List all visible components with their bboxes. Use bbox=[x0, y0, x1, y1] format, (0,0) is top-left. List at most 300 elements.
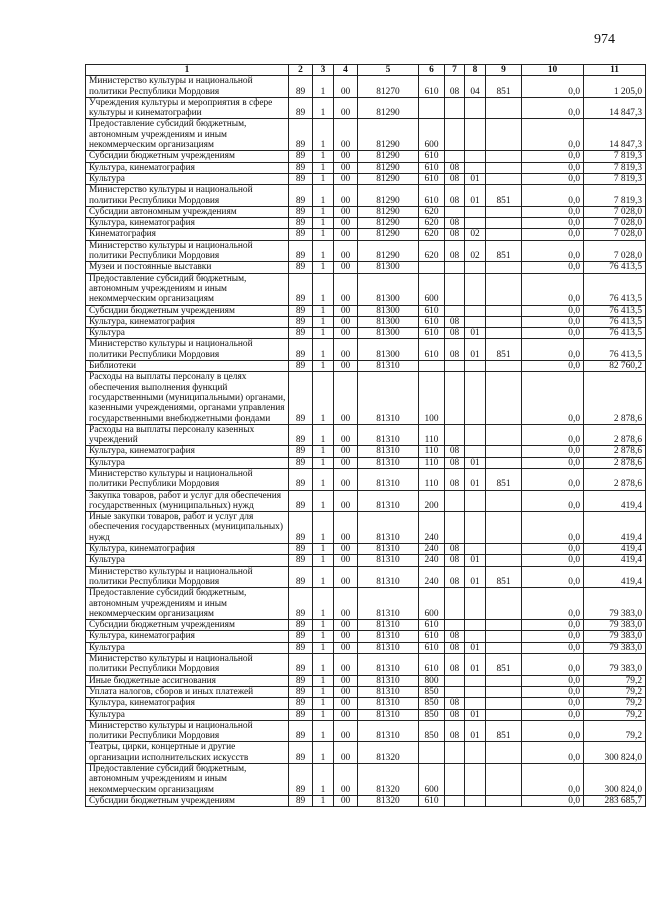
cell-subprogram: 1 bbox=[313, 620, 334, 631]
cell-section: 08 bbox=[445, 654, 465, 676]
cell-target-article: 81290 bbox=[358, 218, 419, 229]
cell-col10-amount: 0,0 bbox=[522, 698, 584, 709]
page-number: 974 bbox=[594, 32, 615, 47]
cell-section bbox=[445, 273, 465, 305]
cell-col10-amount: 0,0 bbox=[522, 675, 584, 686]
table-row bbox=[86, 620, 646, 631]
cell-name: Культура, кинематография bbox=[86, 544, 289, 555]
cell-col11-amount: 82 760,2 bbox=[584, 361, 646, 372]
cell-name: Иные бюджетные ассигнования bbox=[86, 675, 289, 686]
cell-gov-program: 89 bbox=[289, 675, 313, 686]
cell-name: Предоставление субсидий бюджетным, автономным учреждениям и иным некоммерческим организациям bbox=[86, 764, 289, 796]
table-row bbox=[86, 273, 646, 305]
cell-expense-type: 850 bbox=[419, 709, 445, 720]
cell-department bbox=[486, 512, 522, 544]
cell-department bbox=[486, 709, 522, 720]
table-row bbox=[86, 218, 646, 229]
cell-target-article: 81310 bbox=[358, 490, 419, 512]
table-row bbox=[86, 240, 646, 262]
cell-target-article: 81300 bbox=[358, 328, 419, 339]
cell-expense-type: 610 bbox=[419, 316, 445, 327]
cell-name: Предоставление субсидий бюджетным, автономным учреждениям и иным некоммерческим организациям bbox=[86, 273, 289, 305]
cell-col10-amount: 0,0 bbox=[522, 742, 584, 764]
cell-department bbox=[486, 620, 522, 631]
table-row bbox=[86, 642, 646, 653]
cell-gov-program: 89 bbox=[289, 206, 313, 217]
cell-direction: 00 bbox=[334, 97, 358, 119]
cell-subsection: 01 bbox=[465, 654, 486, 676]
cell-subsection bbox=[465, 490, 486, 512]
cell-subsection bbox=[465, 764, 486, 796]
cell-subprogram: 1 bbox=[313, 262, 334, 273]
cell-section: 08 bbox=[445, 218, 465, 229]
cell-col10-amount: 0,0 bbox=[522, 555, 584, 566]
cell-department bbox=[486, 795, 522, 806]
cell-name: Культура bbox=[86, 173, 289, 184]
cell-col10-amount: 0,0 bbox=[522, 764, 584, 796]
cell-direction: 00 bbox=[334, 468, 358, 490]
cell-name: Министерство культуры и национальной политики Республики Мордовия bbox=[86, 76, 289, 98]
cell-direction: 00 bbox=[334, 151, 358, 162]
cell-section bbox=[445, 620, 465, 631]
cell-gov-program: 89 bbox=[289, 424, 313, 446]
cell-subprogram: 1 bbox=[313, 675, 334, 686]
cell-subsection bbox=[465, 675, 486, 686]
cell-subsection bbox=[465, 588, 486, 620]
cell-col11-amount: 7 819,3 bbox=[584, 151, 646, 162]
cell-department: 851 bbox=[486, 339, 522, 361]
cell-name: Культура, кинематография bbox=[86, 631, 289, 642]
cell-target-article: 81320 bbox=[358, 742, 419, 764]
cell-expense-type: 620 bbox=[419, 229, 445, 240]
table-row bbox=[86, 555, 646, 566]
cell-subsection: 01 bbox=[465, 720, 486, 742]
cell-target-article: 81300 bbox=[358, 339, 419, 361]
cell-name: Культура bbox=[86, 328, 289, 339]
cell-expense-type: 800 bbox=[419, 675, 445, 686]
cell-section: 08 bbox=[445, 698, 465, 709]
cell-expense-type: 620 bbox=[419, 240, 445, 262]
cell-expense-type: 110 bbox=[419, 457, 445, 468]
table-row bbox=[86, 185, 646, 207]
cell-target-article: 81310 bbox=[358, 446, 419, 457]
cell-section: 08 bbox=[445, 631, 465, 642]
cell-expense-type: 600 bbox=[419, 273, 445, 305]
cell-department bbox=[486, 555, 522, 566]
cell-department bbox=[486, 173, 522, 184]
cell-col10-amount: 0,0 bbox=[522, 273, 584, 305]
cell-expense-type: 200 bbox=[419, 490, 445, 512]
cell-section: 08 bbox=[445, 555, 465, 566]
cell-col10-amount: 0,0 bbox=[522, 240, 584, 262]
cell-gov-program: 89 bbox=[289, 620, 313, 631]
cell-subsection bbox=[465, 218, 486, 229]
cell-department bbox=[486, 328, 522, 339]
cell-name: Культура, кинематография bbox=[86, 162, 289, 173]
cell-gov-program: 89 bbox=[289, 119, 313, 151]
cell-direction: 00 bbox=[334, 119, 358, 151]
cell-target-article: 81290 bbox=[358, 162, 419, 173]
cell-name: Закупка товаров, работ и услуг для обеспечения государственных (муниципальных) нужд bbox=[86, 490, 289, 512]
cell-name: Культура, кинематография bbox=[86, 446, 289, 457]
cell-subsection bbox=[465, 162, 486, 173]
cell-direction: 00 bbox=[334, 512, 358, 544]
cell-department bbox=[486, 372, 522, 424]
cell-gov-program: 89 bbox=[289, 588, 313, 620]
cell-subprogram: 1 bbox=[313, 339, 334, 361]
cell-name: Субсидии бюджетным учреждениям bbox=[86, 795, 289, 806]
cell-col11-amount: 79 383,0 bbox=[584, 588, 646, 620]
cell-subprogram: 1 bbox=[313, 512, 334, 544]
table-row bbox=[86, 709, 646, 720]
cell-expense-type: 110 bbox=[419, 424, 445, 446]
cell-subprogram: 1 bbox=[313, 173, 334, 184]
cell-subprogram: 1 bbox=[313, 273, 334, 305]
cell-col11-amount: 7 819,3 bbox=[584, 185, 646, 207]
cell-col10-amount: 0,0 bbox=[522, 795, 584, 806]
cell-department: 851 bbox=[486, 468, 522, 490]
cell-name: Театры, цирки, концертные и другие организации исполнительских искусств bbox=[86, 742, 289, 764]
cell-name: Субсидии бюджетным учреждениям bbox=[86, 620, 289, 631]
cell-target-article: 81310 bbox=[358, 654, 419, 676]
cell-subsection: 04 bbox=[465, 76, 486, 98]
cell-name: Культура bbox=[86, 709, 289, 720]
cell-section: 08 bbox=[445, 544, 465, 555]
table-row bbox=[86, 588, 646, 620]
cell-gov-program: 89 bbox=[289, 709, 313, 720]
cell-col11-amount: 300 824,0 bbox=[584, 742, 646, 764]
cell-col10-amount: 0,0 bbox=[522, 328, 584, 339]
cell-subsection: 01 bbox=[465, 555, 486, 566]
cell-subprogram: 1 bbox=[313, 361, 334, 372]
table-row bbox=[86, 119, 646, 151]
table-row bbox=[86, 151, 646, 162]
cell-subsection bbox=[465, 512, 486, 544]
cell-col11-amount: 7 819,3 bbox=[584, 173, 646, 184]
cell-target-article: 81310 bbox=[358, 720, 419, 742]
cell-department bbox=[486, 162, 522, 173]
cell-col10-amount: 0,0 bbox=[522, 361, 584, 372]
cell-col11-amount: 419,4 bbox=[584, 512, 646, 544]
cell-subprogram: 1 bbox=[313, 316, 334, 327]
cell-col11-amount: 2 878,6 bbox=[584, 424, 646, 446]
cell-gov-program: 89 bbox=[289, 457, 313, 468]
cell-col11-amount: 2 878,6 bbox=[584, 468, 646, 490]
cell-subprogram: 1 bbox=[313, 720, 334, 742]
cell-direction: 00 bbox=[334, 686, 358, 697]
cell-department bbox=[486, 273, 522, 305]
cell-direction: 00 bbox=[334, 372, 358, 424]
cell-col10-amount: 0,0 bbox=[522, 424, 584, 446]
cell-subprogram: 1 bbox=[313, 328, 334, 339]
cell-direction: 00 bbox=[334, 339, 358, 361]
table-body bbox=[86, 76, 646, 807]
cell-section bbox=[445, 262, 465, 273]
cell-col10-amount: 0,0 bbox=[522, 97, 584, 119]
cell-subprogram: 1 bbox=[313, 97, 334, 119]
cell-section bbox=[445, 97, 465, 119]
cell-subprogram: 1 bbox=[313, 764, 334, 796]
cell-direction: 00 bbox=[334, 720, 358, 742]
cell-section bbox=[445, 206, 465, 217]
cell-expense-type bbox=[419, 361, 445, 372]
cell-department bbox=[486, 424, 522, 446]
cell-subsection: 01 bbox=[465, 457, 486, 468]
cell-expense-type bbox=[419, 97, 445, 119]
cell-section: 08 bbox=[445, 316, 465, 327]
cell-gov-program: 89 bbox=[289, 512, 313, 544]
cell-gov-program: 89 bbox=[289, 262, 313, 273]
cell-name: Музеи и постоянные выставки bbox=[86, 262, 289, 273]
cell-name: Уплата налогов, сборов и иных платежей bbox=[86, 686, 289, 697]
cell-gov-program: 89 bbox=[289, 328, 313, 339]
cell-col10-amount: 0,0 bbox=[522, 76, 584, 98]
cell-col11-amount: 79,2 bbox=[584, 720, 646, 742]
cell-department bbox=[486, 764, 522, 796]
cell-subprogram: 1 bbox=[313, 229, 334, 240]
cell-col10-amount: 0,0 bbox=[522, 654, 584, 676]
cell-expense-type: 610 bbox=[419, 642, 445, 653]
cell-col11-amount: 79,2 bbox=[584, 698, 646, 709]
cell-col10-amount: 0,0 bbox=[522, 229, 584, 240]
cell-direction: 00 bbox=[334, 424, 358, 446]
cell-subprogram: 1 bbox=[313, 555, 334, 566]
cell-department: 851 bbox=[486, 566, 522, 588]
cell-section: 08 bbox=[445, 240, 465, 262]
cell-expense-type: 610 bbox=[419, 185, 445, 207]
cell-subsection bbox=[465, 97, 486, 119]
table-row bbox=[86, 698, 646, 709]
cell-name: Предоставление субсидий бюджетным, автономным учреждениям и иным некоммерческим организациям bbox=[86, 588, 289, 620]
cell-gov-program: 89 bbox=[289, 742, 313, 764]
cell-direction: 00 bbox=[334, 218, 358, 229]
cell-col10-amount: 0,0 bbox=[522, 512, 584, 544]
cell-direction: 00 bbox=[334, 173, 358, 184]
cell-subsection bbox=[465, 119, 486, 151]
cell-col11-amount: 300 824,0 bbox=[584, 764, 646, 796]
cell-name: Министерство культуры и национальной политики Республики Мордовия bbox=[86, 339, 289, 361]
cell-direction: 00 bbox=[334, 544, 358, 555]
cell-direction: 00 bbox=[334, 76, 358, 98]
cell-subsection: 01 bbox=[465, 566, 486, 588]
table-row bbox=[86, 173, 646, 184]
cell-section bbox=[445, 675, 465, 686]
cell-direction: 00 bbox=[334, 240, 358, 262]
header-cell-11: 11 bbox=[584, 65, 646, 76]
cell-direction: 00 bbox=[334, 262, 358, 273]
cell-col11-amount: 2 878,6 bbox=[584, 372, 646, 424]
cell-subsection bbox=[465, 206, 486, 217]
cell-name: Культура, кинематография bbox=[86, 316, 289, 327]
table-row bbox=[86, 339, 646, 361]
cell-gov-program: 89 bbox=[289, 631, 313, 642]
cell-department bbox=[486, 305, 522, 316]
cell-subprogram: 1 bbox=[313, 424, 334, 446]
cell-target-article: 81310 bbox=[358, 675, 419, 686]
table-row bbox=[86, 490, 646, 512]
cell-col11-amount: 14 847,3 bbox=[584, 97, 646, 119]
cell-gov-program: 89 bbox=[289, 97, 313, 119]
cell-subsection bbox=[465, 446, 486, 457]
table-row bbox=[86, 512, 646, 544]
cell-department bbox=[486, 151, 522, 162]
cell-expense-type: 610 bbox=[419, 620, 445, 631]
cell-department: 851 bbox=[486, 240, 522, 262]
cell-col11-amount: 79 383,0 bbox=[584, 654, 646, 676]
cell-expense-type: 610 bbox=[419, 151, 445, 162]
table-row bbox=[86, 764, 646, 796]
cell-subsection bbox=[465, 698, 486, 709]
table-row bbox=[86, 675, 646, 686]
cell-target-article: 81290 bbox=[358, 206, 419, 217]
cell-direction: 00 bbox=[334, 654, 358, 676]
cell-subprogram: 1 bbox=[313, 490, 334, 512]
cell-target-article: 81300 bbox=[358, 316, 419, 327]
table-row bbox=[86, 468, 646, 490]
cell-expense-type: 850 bbox=[419, 720, 445, 742]
cell-direction: 00 bbox=[334, 555, 358, 566]
cell-target-article: 81310 bbox=[358, 709, 419, 720]
table-row bbox=[86, 372, 646, 424]
cell-name: Культура bbox=[86, 555, 289, 566]
cell-department: 851 bbox=[486, 76, 522, 98]
header-cell-9: 9 bbox=[486, 65, 522, 76]
cell-col11-amount: 76 413,5 bbox=[584, 339, 646, 361]
cell-expense-type: 850 bbox=[419, 698, 445, 709]
table-row bbox=[86, 162, 646, 173]
cell-gov-program: 89 bbox=[289, 361, 313, 372]
cell-col11-amount: 2 878,6 bbox=[584, 446, 646, 457]
cell-subsection: 02 bbox=[465, 229, 486, 240]
cell-subsection: 01 bbox=[465, 328, 486, 339]
cell-direction: 00 bbox=[334, 273, 358, 305]
cell-col10-amount: 0,0 bbox=[522, 119, 584, 151]
header-cell-2: 2 bbox=[289, 65, 313, 76]
cell-col11-amount: 14 847,3 bbox=[584, 119, 646, 151]
cell-col10-amount: 0,0 bbox=[522, 151, 584, 162]
cell-expense-type: 610 bbox=[419, 162, 445, 173]
cell-section bbox=[445, 372, 465, 424]
cell-subprogram: 1 bbox=[313, 468, 334, 490]
cell-section: 08 bbox=[445, 468, 465, 490]
cell-target-article: 81310 bbox=[358, 424, 419, 446]
cell-expense-type bbox=[419, 742, 445, 764]
cell-col11-amount: 283 685,7 bbox=[584, 795, 646, 806]
cell-expense-type: 110 bbox=[419, 446, 445, 457]
cell-subsection bbox=[465, 305, 486, 316]
cell-gov-program: 89 bbox=[289, 339, 313, 361]
cell-subsection bbox=[465, 316, 486, 327]
cell-expense-type: 610 bbox=[419, 305, 445, 316]
cell-target-article: 81310 bbox=[358, 686, 419, 697]
cell-col10-amount: 0,0 bbox=[522, 185, 584, 207]
cell-gov-program: 89 bbox=[289, 686, 313, 697]
cell-col11-amount: 79,2 bbox=[584, 675, 646, 686]
header-cell-8: 8 bbox=[465, 65, 486, 76]
cell-gov-program: 89 bbox=[289, 162, 313, 173]
table-row bbox=[86, 328, 646, 339]
cell-col10-amount: 0,0 bbox=[522, 339, 584, 361]
cell-department bbox=[486, 361, 522, 372]
cell-col11-amount: 7 819,3 bbox=[584, 162, 646, 173]
cell-col10-amount: 0,0 bbox=[522, 305, 584, 316]
cell-department bbox=[486, 446, 522, 457]
cell-gov-program: 89 bbox=[289, 76, 313, 98]
cell-department bbox=[486, 544, 522, 555]
cell-col11-amount: 7 028,0 bbox=[584, 229, 646, 240]
cell-subsection bbox=[465, 686, 486, 697]
cell-direction: 00 bbox=[334, 361, 358, 372]
cell-section: 08 bbox=[445, 76, 465, 98]
cell-col11-amount: 1 205,0 bbox=[584, 76, 646, 98]
cell-subprogram: 1 bbox=[313, 76, 334, 98]
cell-name: Министерство культуры и национальной политики Республики Мордовия bbox=[86, 468, 289, 490]
cell-col11-amount: 7 028,0 bbox=[584, 218, 646, 229]
cell-gov-program: 89 bbox=[289, 490, 313, 512]
cell-section: 08 bbox=[445, 185, 465, 207]
cell-name: Субсидии бюджетным учреждениям bbox=[86, 151, 289, 162]
table-row bbox=[86, 206, 646, 217]
cell-col11-amount: 419,4 bbox=[584, 566, 646, 588]
cell-direction: 00 bbox=[334, 185, 358, 207]
cell-col11-amount: 76 413,5 bbox=[584, 316, 646, 327]
cell-target-article: 81310 bbox=[358, 620, 419, 631]
table-row bbox=[86, 457, 646, 468]
cell-gov-program: 89 bbox=[289, 446, 313, 457]
table-row bbox=[86, 566, 646, 588]
cell-section: 08 bbox=[445, 328, 465, 339]
cell-gov-program: 89 bbox=[289, 229, 313, 240]
cell-target-article: 81310 bbox=[358, 566, 419, 588]
cell-col11-amount: 419,4 bbox=[584, 490, 646, 512]
cell-section bbox=[445, 305, 465, 316]
table-row bbox=[86, 361, 646, 372]
cell-section bbox=[445, 151, 465, 162]
cell-subsection bbox=[465, 631, 486, 642]
cell-col10-amount: 0,0 bbox=[522, 709, 584, 720]
cell-expense-type: 610 bbox=[419, 795, 445, 806]
cell-expense-type: 620 bbox=[419, 206, 445, 217]
cell-target-article: 81310 bbox=[358, 555, 419, 566]
cell-col10-amount: 0,0 bbox=[522, 372, 584, 424]
cell-section: 08 bbox=[445, 173, 465, 184]
cell-subprogram: 1 bbox=[313, 305, 334, 316]
header-cell-1: 1 bbox=[86, 65, 289, 76]
cell-name: Расходы на выплаты персоналу казенных учреждений bbox=[86, 424, 289, 446]
cell-target-article: 81290 bbox=[358, 151, 419, 162]
cell-subsection: 01 bbox=[465, 468, 486, 490]
cell-name: Министерство культуры и национальной политики Республики Мордовия bbox=[86, 654, 289, 676]
cell-gov-program: 89 bbox=[289, 642, 313, 653]
cell-col10-amount: 0,0 bbox=[522, 457, 584, 468]
table-row bbox=[86, 76, 646, 98]
cell-name: Учреждения культуры и мероприятия в сфере культуры и кинематографии bbox=[86, 97, 289, 119]
cell-target-article: 81300 bbox=[358, 273, 419, 305]
table-row bbox=[86, 305, 646, 316]
cell-subprogram: 1 bbox=[313, 446, 334, 457]
cell-gov-program: 89 bbox=[289, 566, 313, 588]
cell-gov-program: 89 bbox=[289, 218, 313, 229]
cell-department bbox=[486, 686, 522, 697]
table-header-row bbox=[86, 65, 646, 76]
cell-section: 08 bbox=[445, 339, 465, 361]
cell-department bbox=[486, 457, 522, 468]
cell-department bbox=[486, 588, 522, 620]
cell-col10-amount: 0,0 bbox=[522, 262, 584, 273]
cell-subprogram: 1 bbox=[313, 119, 334, 151]
cell-target-article: 81290 bbox=[358, 119, 419, 151]
cell-subprogram: 1 bbox=[313, 795, 334, 806]
